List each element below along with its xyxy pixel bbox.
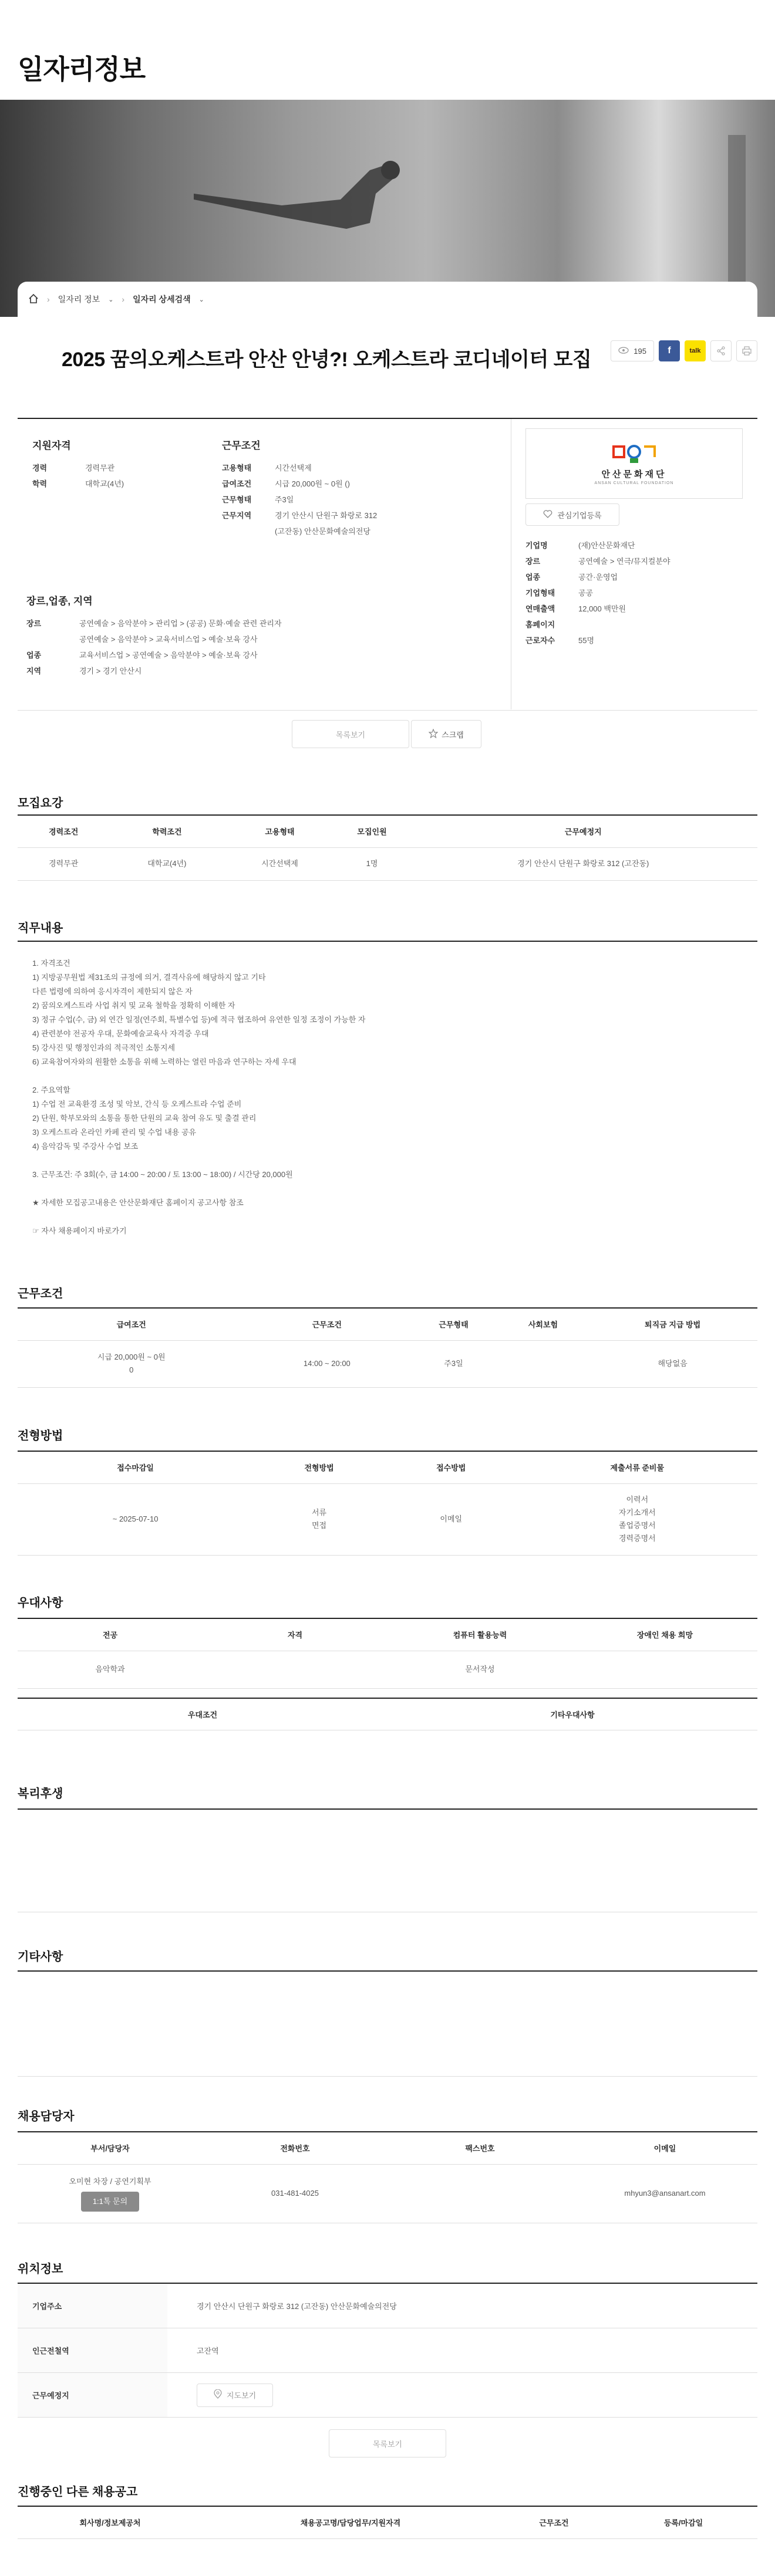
contact-email[interactable]: mhyun3@ansanart.com [572,2164,757,2223]
dancer-silhouette [194,158,405,235]
cond-row: 근무지역 경기 안산시 단원구 화랑로 312 [222,511,378,520]
table-header: 제출서류 준비물 [517,1452,757,1483]
table-header: 회사명/정보제공처 [18,2507,203,2538]
cond-row: 고용형태 시간선택제 [222,464,312,472]
chevron-right-icon: › [47,295,50,304]
genre-row: 공연예술 > 음악분야 > 교육서비스업 > 예술·보육 강사 [79,635,258,644]
table-header: 전형방법 [253,1452,385,1483]
table-header: 접수마감일 [18,1452,253,1483]
qual-row: 경력 경력무관 [32,464,115,472]
company-logo [525,428,743,499]
scrap-button[interactable]: 스크랩 [411,720,481,748]
table-header: 기타우대사항 [388,1698,757,1730]
table-header: 자격 [203,1619,388,1651]
location-row: 인근전철역 고잔역 [18,2328,757,2373]
table-row: 음악학과 문서작성 [18,1651,757,1688]
divider [18,1970,757,1972]
eye-icon [618,347,629,356]
list-button[interactable]: 목록보기 [329,2429,446,2457]
other-jobs-table [18,2507,757,2539]
table-header: 이메일 [572,2132,757,2164]
genre-row: 업종 교육서비스업 > 공연예술 > 음악분야 > 예술·보육 강사 [26,651,258,660]
genre-row: 지역 경기 > 경기 안산시 [26,667,142,675]
favorite-company-button[interactable]: 관심기업등록 [525,503,619,526]
print-icon[interactable] [736,340,757,361]
contact-dept: 오미현 차장 / 공연기획부 [69,2177,151,2186]
other-jobs-title: 진행중인 다른 채용공고 [18,2486,138,2499]
contact-table [18,2132,757,2223]
table-header: 사회보험 [498,1309,588,1340]
company-row: 근로자수 55명 [525,636,595,645]
table-header: 장애인 채용 희망 [572,1619,757,1651]
table-header: 근무조건 [498,2507,609,2538]
table-row [18,2164,757,2223]
genre-row: 장르 공연예술 > 음악분야 > 관리업 > (공공) 문화·예술 관련 관리자 [26,619,282,628]
map-view-button[interactable]: 지도보기 [197,2384,273,2407]
table-header: 급여조건 [18,1309,245,1340]
welfare-title: 복리후생 [18,1787,63,1800]
conditions-heading: 근무조건 [222,440,261,451]
kakao-share-button[interactable]: talk [685,340,706,361]
divider [18,418,757,419]
conditions-panel [222,437,504,539]
qualifications-panel [32,437,208,492]
duty-title: 직무내용 [18,922,63,935]
chevron-down-icon[interactable]: ⌄ [198,296,204,303]
contact-title: 채용담당자 [18,2110,75,2123]
logo-subtext: ANSAN CULTURAL FOUNDATION [594,481,674,485]
qual-row: 학력 대학교(4년) [32,479,124,488]
contact-phone: 031-481-4025 [203,2164,388,2223]
divider [18,2076,757,2077]
chevron-down-icon[interactable]: ⌄ [108,296,114,303]
table-header: 등록/마감일 [609,2507,757,2538]
table-row: 시급 20,000원 ~ 0원 0 14:00 ~ 20:00 주3일 해당없음 [18,1340,757,1387]
pref-title: 우대사항 [18,1597,63,1610]
view-count: 195 [611,340,654,361]
process-title: 전형방법 [18,1429,63,1442]
breadcrumb [18,282,757,317]
recruit-title: 모집요강 [18,797,63,810]
company-row: 연매출액 12,000 백만원 [525,604,626,613]
contact-fax [388,2164,572,2223]
breadcrumb-item-job-info[interactable]: 일자리 정보 [58,295,100,304]
company-row: 장르 공연예술 > 연극/뮤지컬분야 [525,557,670,566]
breadcrumb-item-detail-search[interactable]: 일자리 상세검색 [133,295,191,304]
divider [18,1808,757,1810]
table-header: 채용공고명/담당업무/지원자격 [203,2507,498,2538]
genre-panel [26,593,496,679]
pref-table-2 [18,1698,757,1730]
chevron-right-icon: › [122,295,125,304]
table-header: 근무예정지 [409,816,757,847]
logo-mark-icon [608,442,661,465]
table-header: 우대조건 [18,1698,388,1730]
job-title: 2025 꿈의오케스트라 안산 안녕?! 오케스트라 코디네이터 모집 [62,349,592,371]
table-row: 경력무관 대학교(4년) 시간선택제 1명 경기 안산시 단원구 화랑로 312 (고잔동) [18,847,757,880]
table-row: ~ 2025-07-10 서류 면접 이메일 이력서 자기소개서 졸업증명서 경력증명서 [18,1483,757,1555]
qualifications-heading: 지원자격 [32,440,71,451]
company-careers-link[interactable]: ☞ 자사 채용페이지 바로가기 [32,1226,127,1235]
logo-text: 안산문화재단 [601,469,667,479]
cond-row: (고잔동) 안산문화예술의전당 [275,527,370,536]
table-header: 팩스번호 [388,2132,572,2164]
location-title: 위치정보 [18,2263,63,2276]
company-row: 홈페이지 [525,620,555,629]
work-title: 근무조건 [18,1287,63,1300]
table-header: 모집인원 [335,816,409,847]
divider [18,941,757,942]
recruit-table [18,816,757,881]
company-info-list [525,537,743,648]
table-header: 학력조건 [109,816,224,847]
work-table [18,1309,757,1388]
etc-title: 기타사항 [18,1950,63,1963]
heart-icon [543,510,552,520]
table-header: 전공 [18,1619,203,1651]
table-header: 퇴직금 지급 방법 [588,1309,757,1340]
table-header: 컴퓨터 활용능력 [388,1619,572,1651]
table-header: 부서/담당자 [18,2132,203,2164]
company-row: 기업명 (재)안산문화재단 [525,541,635,550]
star-icon [429,729,438,740]
home-icon[interactable] [28,293,39,306]
location-row: 근무예정지 지도보기 [18,2373,757,2418]
one-to-one-chat-button[interactable]: 1:1톡 문의 [81,2192,139,2212]
list-button[interactable]: 목록보기 [292,720,409,748]
facebook-share-button[interactable]: f [659,340,680,361]
company-row: 업종 공간·운영업 [525,573,618,582]
page-title: 일자리정보 [18,54,146,84]
table-header: 근무조건 [245,1309,409,1340]
table-header: 고용형태 [225,816,335,847]
location-row: 기업주소 경기 안산시 단원구 화랑로 312 (고잔동) 안산문화예술의전당 [18,2284,757,2328]
cond-row: 근무형태 주3일 [222,495,294,504]
map-pin-icon [214,2389,222,2401]
share-icon[interactable] [710,340,732,361]
divider [18,710,757,711]
company-row: 기업형태 공공 [525,589,594,597]
genre-heading: 장르,업종, 지역 [26,596,93,607]
pref-table [18,1619,757,1689]
table-header: 근무형태 [409,1309,498,1340]
table-header: 경력조건 [18,816,109,847]
cond-row: 급여조건 시급 20,000원 ~ 0원 () [222,479,350,488]
process-table [18,1452,757,1556]
duty-content: 1. 자격조건 1) 지방공무원법 제31조의 규정에 의거, 결격사유에 해당하지 않고 기타 다른 법령에 의하여 응시자격이 제한되지 않은 자 2) 꿈의오케스트라 사업 취지 및 교육 철학을 정확히 이해한 자 3) 정규 수업(수, 금) 외 연간 일정(연주회, 특별수업 등)에 적극 협조하여 유연한 일정 조정이 가능한 자 4) 관련분야 전공자 우대, 문화예술교육사 자격증 우대 5) 강사진 및 행정인과의 적극적인 소통지세 6) 교육참여자와의 원활한 소통을 위해 노력하는 열린 마음과 연구하는 자세 우대 2. 주요역할 1) 수업 전 교육환경 조성 및 악보, 간식 등 오케스트라 수업 준비 2) 단원, 학부모와의 소통을 통한 단원의 교육 참여 유도 및 출결 관리 3) 오케스트라 온라인 카페 관리 및 수업 내용 공유 4) 음악감독 및 주강사 수업 보조 3. 근무조건: 주 3회(수, 금 14:00 ~ 20:00 / 토 13:00 ~ 18:00) / 시간당 20,000원 ★ 자세한 모집공고내용은 안산문화재단 홈페이지 공고사항 참조 ☞ 자사 채용페이지 바로가기 [32,956,737,1238]
table-header: 전화번호 [203,2132,388,2164]
share-toolbar [611,340,757,361]
table-header: 접수방법 [385,1452,517,1483]
company-panel [525,428,743,648]
